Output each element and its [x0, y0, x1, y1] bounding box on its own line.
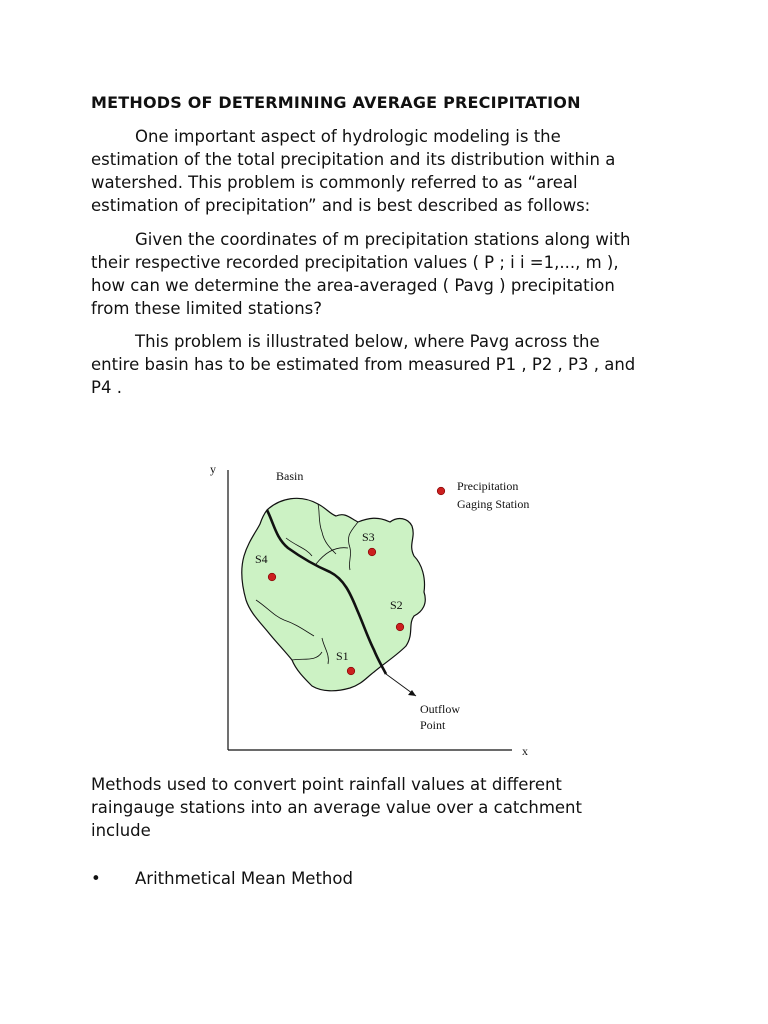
station-s1-dot	[347, 667, 355, 675]
paragraph-line: entire basin has to be estimated from measured P1 , P2 , P3 , and	[91, 355, 636, 374]
station-s4-label: S4	[255, 552, 268, 566]
legend-station-dot	[437, 487, 445, 495]
document-heading: METHODS OF DETERMINING AVERAGE PRECIPITATION	[91, 93, 581, 112]
legend-label-line1: Precipitation	[457, 479, 519, 493]
paragraph-line: watershed. This problem is commonly referred to as “areal	[91, 173, 578, 192]
paragraph-line: raingauge stations into an average value over a catchment	[91, 798, 582, 817]
paragraph-line: This problem is illustrated below, where Pavg across the	[135, 332, 600, 351]
paragraph-line: include	[91, 821, 151, 840]
paragraph-line: estimation of precipitation” and is best described as follows:	[91, 196, 591, 215]
station-s3-dot	[368, 548, 376, 556]
paragraph-illustration	[91, 330, 691, 399]
paragraph-methods	[91, 773, 691, 842]
bullet-symbol: •	[91, 869, 101, 888]
paragraph-line: their respective recorded precipitation values ( P ; i i =1,..., m ),	[91, 253, 619, 272]
basin-shape	[242, 498, 425, 690]
basin-label: Basin	[276, 469, 304, 483]
outflow-label-line2: Point	[420, 718, 446, 732]
station-s2-label: S2	[390, 598, 403, 612]
legend-label-line2: Gaging Station	[457, 497, 530, 511]
station-s3-label: S3	[362, 530, 375, 544]
paragraph-intro	[91, 125, 691, 217]
paragraph-line: from these limited stations?	[91, 299, 323, 318]
station-s1-label: S1	[336, 649, 349, 663]
paragraph-line: Given the coordinates of m precipitation stations along with	[135, 230, 631, 249]
paragraph-problem	[91, 228, 691, 320]
basin-figure	[200, 452, 550, 767]
paragraph-line: Methods used to convert point rainfall values at different	[91, 775, 562, 794]
paragraph-line: P4 .	[91, 378, 122, 397]
paragraph-line: estimation of the total precipitation and its distribution within a	[91, 150, 616, 169]
station-s4-dot	[268, 573, 276, 581]
station-s2-dot	[396, 623, 404, 631]
outflow-label-line1: Outflow	[420, 702, 460, 716]
basin-diagram	[200, 452, 550, 767]
y-axis-label: y	[210, 462, 216, 476]
paragraph-line: One important aspect of hydrologic modeling is the	[135, 127, 561, 146]
paragraph-line: how can we determine the area-averaged ( Pavg ) precipitation	[91, 276, 615, 295]
bullet-text: Arithmetical Mean Method	[135, 869, 353, 888]
x-axis-label: x	[522, 744, 528, 758]
